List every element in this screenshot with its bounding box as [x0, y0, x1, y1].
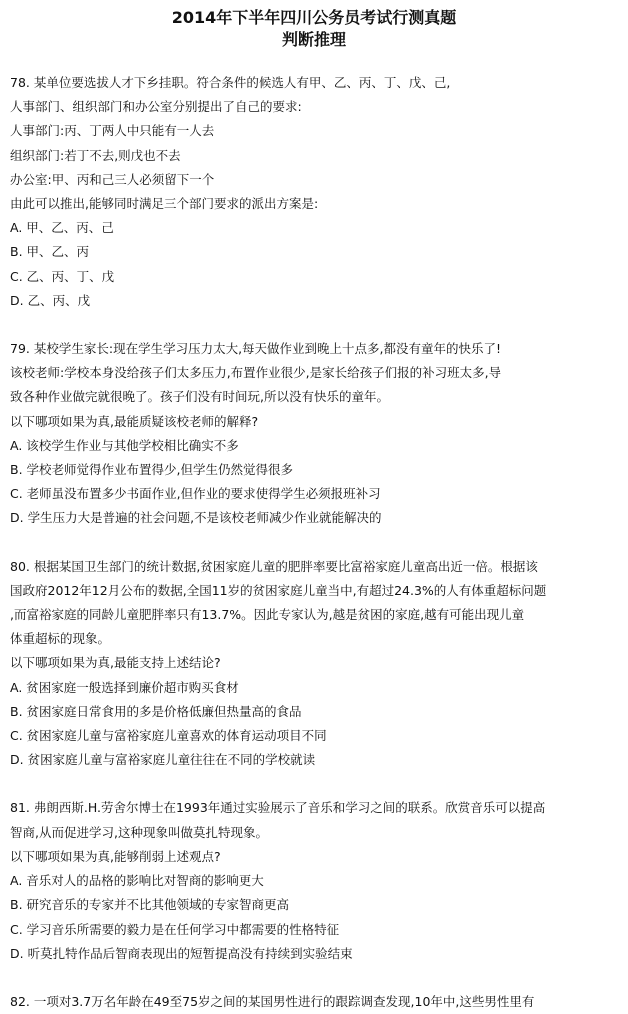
- question-stem: 82. 一项对3.7万名年龄在49至75岁之间的某国男性进行的跟踪调查发现,10年中,这些男性里有: [10, 993, 535, 1009]
- option-a: A. 该校学生作业与其他学校相比确实不多: [10, 437, 239, 453]
- question-prompt: 以下哪项如果为真,最能支持上述结论?: [10, 655, 221, 671]
- question-stem: 80. 根据某国卫生部门的统计数据,贫困家庭儿童的肥胖率要比富裕家庭儿童高出近一倍。根据该: [10, 558, 538, 574]
- question-text: 人事部门:丙、丁两人中只能有一人去: [10, 123, 215, 139]
- document-title: 2014年下半年四川公务员考试行测真题: [171, 8, 457, 27]
- option-b: B. 贫困家庭日常食用的多是价格低廉但热量高的食品: [10, 703, 302, 719]
- option-a: A. 音乐对人的品格的影响比对智商的影响更大: [10, 873, 264, 889]
- option-d: D. 听莫扎特作品后智商表现出的短暂提高没有持续到实验结束: [10, 945, 353, 961]
- question-78: [10, 71, 618, 313]
- question-text: 该校老师:学校本身没给孩子们太多压力,布置作业很少,是家长给孩子们报的补习班太多,导: [10, 365, 502, 381]
- question-stem: 79. 某校学生家长:现在学生学习压力太大,每天做作业到晚上十点多,都没有童年的快乐了!: [10, 341, 502, 357]
- option-b: B. 学校老师觉得作业布置得少,但学生仍然觉得很多: [10, 462, 293, 478]
- option-c: C. 老师虽没布置多少书面作业,但作业的要求使得学生必须报班补习: [10, 486, 381, 502]
- question-stem: 81. 弗朗西斯.H.劳舍尔博士在1993年通过实验展示了音乐和学习之间的联系。欣赏音乐可以提高: [10, 800, 546, 816]
- question-text: ,而富裕家庭的同龄儿童肥胖率只有13.7%。因此专家认为,越是贫困的家庭,越有可能出现儿童: [10, 607, 525, 623]
- option-c: C. 乙、丙、丁、戊: [10, 268, 115, 284]
- question-79: [10, 337, 618, 531]
- question-prompt: 以下哪项如果为真,最能质疑该校老师的解释?: [10, 413, 259, 429]
- question-prompt: 由此可以推出,能够同时满足三个部门要求的派出方案是:: [10, 196, 319, 212]
- option-d: D. 乙、丙、戊: [10, 292, 91, 308]
- section-subtitle: 判断推理: [281, 30, 346, 49]
- question-prompt: 以下哪项如果为真,能够削弱上述观点?: [10, 848, 221, 864]
- option-a: A. 贫困家庭一般选择到廉价超市购买食材: [10, 679, 239, 695]
- option-b: B. 研究音乐的专家并不比其他领域的专家智商更高: [10, 897, 290, 913]
- question-81: [10, 796, 618, 965]
- question-text: 智商,从而促进学习,这种现象叫做莫扎特现象。: [10, 824, 268, 840]
- option-c: C. 学习音乐所需要的毅力是在任何学习中都需要的性格特征: [10, 921, 340, 937]
- question-stem: 78. 某单位要选拔人才下乡挂职。符合条件的候选人有甲、乙、丙、丁、戊、己,: [10, 75, 451, 90]
- question-text: 人事部门、组织部门和办公室分别提出了自己的要求:: [10, 99, 302, 115]
- question-text: 组织部门:若丁不去,则戊也不去: [10, 147, 181, 163]
- question-text: 办公室:甲、丙和己三人必须留下一个: [10, 171, 215, 187]
- option-d: D. 贫困家庭儿童与富裕家庭儿童往往在不同的学校就读: [10, 752, 316, 768]
- option-a: A. 甲、乙、丙、己: [10, 220, 114, 236]
- question-80: [10, 555, 618, 773]
- question-text: 致各种作业做完就很晚了。孩子们没有时间玩,所以没有快乐的童年。: [10, 389, 389, 405]
- option-c: C. 贫困家庭儿童与富裕家庭儿童喜欢的体育运动项目不同: [10, 728, 327, 744]
- question-82: [10, 990, 618, 1014]
- option-b: B. 甲、乙、丙: [10, 244, 90, 260]
- question-text: 体重超标的现象。: [10, 631, 111, 647]
- question-text: 国政府2012年12月公布的数据,全国11岁的贫困家庭儿童当中,有超过24.3%的人有体重超标问题: [10, 582, 547, 598]
- option-d: D. 学生压力大是普遍的社会问题,不是该校老师减少作业就能解决的: [10, 510, 382, 526]
